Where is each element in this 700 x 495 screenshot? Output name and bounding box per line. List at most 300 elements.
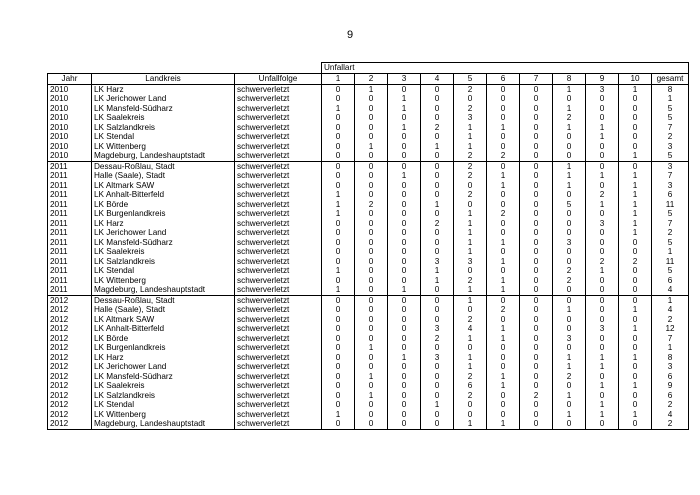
- table-cell: 2011: [48, 171, 92, 181]
- table-cell: 0: [355, 238, 388, 248]
- table-cell: 0: [454, 343, 487, 353]
- table-cell: 2011: [48, 228, 92, 238]
- table-row: [48, 151, 689, 161]
- column-header: 3: [388, 73, 421, 84]
- table-cell: 0: [553, 285, 586, 295]
- table-cell: schwerverletzt: [235, 276, 322, 286]
- table-cell: 0: [520, 372, 553, 382]
- table-cell: 0: [322, 295, 355, 305]
- table-cell: 3: [586, 324, 619, 334]
- table-cell: 0: [454, 200, 487, 210]
- table-cell: 2: [454, 276, 487, 286]
- table-cell: 0: [553, 419, 586, 429]
- table-cell: 1: [454, 353, 487, 363]
- table-cell: 0: [520, 276, 553, 286]
- table-cell: LK Saalekreis: [92, 247, 235, 257]
- table-cell: 0: [520, 200, 553, 210]
- table-cell: 0: [619, 295, 652, 305]
- table-cell: 0: [388, 343, 421, 353]
- table-row: [48, 324, 689, 334]
- table-cell: 0: [421, 181, 454, 191]
- table-row: [48, 362, 689, 372]
- table-cell: 1: [454, 285, 487, 295]
- table-cell: 6: [454, 381, 487, 391]
- column-header: 4: [421, 73, 454, 84]
- table-cell: 1: [388, 104, 421, 114]
- table-cell: schwerverletzt: [235, 151, 322, 161]
- table-cell: 0: [487, 113, 520, 123]
- table-cell: schwerverletzt: [235, 372, 322, 382]
- table-cell: 0: [322, 151, 355, 161]
- table-cell: 2: [652, 315, 689, 325]
- table-cell: 0: [586, 209, 619, 219]
- table-cell: 0: [619, 419, 652, 429]
- table-cell: 7: [652, 334, 689, 344]
- table-row: [48, 209, 689, 219]
- table-cell: 0: [421, 247, 454, 257]
- table-cell: 0: [520, 219, 553, 229]
- table-cell: 0: [388, 419, 421, 429]
- table-cell: 6: [652, 190, 689, 200]
- table-cell: schwerverletzt: [235, 94, 322, 104]
- table-cell: 2010: [48, 94, 92, 104]
- table-cell: 1: [619, 151, 652, 161]
- table-cell: 2012: [48, 353, 92, 363]
- table-cell: LK Jerichower Land: [92, 362, 235, 372]
- table-cell: 2012: [48, 334, 92, 344]
- table-cell: 2: [454, 315, 487, 325]
- table-cell: 2012: [48, 381, 92, 391]
- table-cell: 0: [454, 410, 487, 420]
- table-cell: 2012: [48, 295, 92, 305]
- table-cell: 0: [586, 238, 619, 248]
- table-cell: 1: [454, 238, 487, 248]
- table-cell: 0: [355, 381, 388, 391]
- table-cell: schwerverletzt: [235, 123, 322, 133]
- table-cell: schwerverletzt: [235, 104, 322, 114]
- table-cell: Halle (Saale), Stadt: [92, 305, 235, 315]
- table-cell: 1: [388, 285, 421, 295]
- table-cell: 1: [586, 410, 619, 420]
- table-cell: 0: [454, 305, 487, 315]
- table-cell: 2: [454, 190, 487, 200]
- table-cell: 2011: [48, 200, 92, 210]
- table-cell: Magdeburg, Landeshauptstadt: [92, 151, 235, 161]
- table-cell: 0: [487, 391, 520, 401]
- table-cell: 2012: [48, 324, 92, 334]
- table-row: [48, 334, 689, 344]
- table-cell: 0: [520, 181, 553, 191]
- table-cell: 11: [652, 200, 689, 210]
- table-cell: 1: [421, 200, 454, 210]
- table-cell: 0: [388, 400, 421, 410]
- table-cell: 0: [322, 257, 355, 267]
- table-cell: Magdeburg, Landeshauptstadt: [92, 285, 235, 295]
- table-cell: 2010: [48, 84, 92, 94]
- table-cell: 3: [421, 324, 454, 334]
- table-cell: 1: [454, 132, 487, 142]
- table-cell: schwerverletzt: [235, 334, 322, 344]
- table-cell: 0: [520, 151, 553, 161]
- table-row: [48, 400, 689, 410]
- table-cell: 0: [520, 305, 553, 315]
- table-cell: 1: [586, 123, 619, 133]
- table-cell: schwerverletzt: [235, 181, 322, 191]
- table-cell: 8: [652, 353, 689, 363]
- table-cell: 0: [487, 295, 520, 305]
- table-row: [48, 295, 689, 305]
- table-cell: 2011: [48, 266, 92, 276]
- table-cell: 2011: [48, 209, 92, 219]
- table-row: [48, 305, 689, 315]
- table-cell: 0: [421, 362, 454, 372]
- table-cell: 2: [454, 391, 487, 401]
- table-cell: 0: [421, 238, 454, 248]
- table-cell: 0: [322, 372, 355, 382]
- table-cell: 0: [421, 84, 454, 94]
- table-cell: 1: [322, 190, 355, 200]
- table-cell: 7: [652, 171, 689, 181]
- table-cell: 1: [619, 209, 652, 219]
- table-cell: 1: [487, 181, 520, 191]
- table-cell: 3: [652, 362, 689, 372]
- table-cell: 0: [619, 104, 652, 114]
- table-cell: 0: [553, 142, 586, 152]
- table-cell: 0: [454, 181, 487, 191]
- table-cell: 0: [388, 257, 421, 267]
- column-header: 2: [355, 73, 388, 84]
- unfallart-header: Unfallart: [322, 63, 689, 74]
- table-cell: 0: [586, 315, 619, 325]
- table-cell: LK Stendal: [92, 400, 235, 410]
- table-cell: 0: [421, 132, 454, 142]
- table-cell: LK Harz: [92, 219, 235, 229]
- table-cell: 0: [520, 132, 553, 142]
- table-cell: 0: [487, 161, 520, 171]
- table-cell: 1: [454, 123, 487, 133]
- table-cell: 0: [619, 247, 652, 257]
- table-cell: LK Burgenlandkreis: [92, 209, 235, 219]
- table-cell: 0: [421, 104, 454, 114]
- table-cell: 0: [586, 181, 619, 191]
- table-cell: 0: [586, 295, 619, 305]
- table-cell: 2010: [48, 104, 92, 114]
- table-cell: 0: [520, 257, 553, 267]
- table-cell: schwerverletzt: [235, 171, 322, 181]
- table-cell: 0: [586, 305, 619, 315]
- table-cell: 1: [487, 285, 520, 295]
- table-cell: 0: [355, 266, 388, 276]
- table-cell: 6: [652, 391, 689, 401]
- table-cell: 0: [388, 305, 421, 315]
- table-cell: 2: [553, 113, 586, 123]
- table-cell: 1: [652, 94, 689, 104]
- table-row: [48, 132, 689, 142]
- page-number: 9: [346, 29, 354, 41]
- table-cell: 0: [553, 343, 586, 353]
- table-cell: 0: [322, 391, 355, 401]
- table-cell: 4: [652, 410, 689, 420]
- table-cell: 1: [421, 142, 454, 152]
- table-cell: 0: [388, 151, 421, 161]
- column-header: 6: [487, 73, 520, 84]
- table-cell: 0: [355, 104, 388, 114]
- table-cell: 0: [619, 276, 652, 286]
- table-cell: 2: [454, 171, 487, 181]
- table-cell: 2: [619, 257, 652, 267]
- table-cell: 0: [388, 84, 421, 94]
- table-cell: 0: [520, 400, 553, 410]
- table-cell: 4: [652, 305, 689, 315]
- table-cell: 1: [454, 228, 487, 238]
- table-cell: 2: [454, 151, 487, 161]
- table-cell: 1: [487, 238, 520, 248]
- table-cell: 0: [487, 94, 520, 104]
- table-row: [48, 142, 689, 152]
- table-row: [48, 200, 689, 210]
- table-cell: 0: [487, 362, 520, 372]
- table-cell: 2: [454, 372, 487, 382]
- table-cell: 1: [553, 123, 586, 133]
- table-cell: 0: [388, 276, 421, 286]
- table-cell: 0: [322, 343, 355, 353]
- table-cell: 0: [355, 151, 388, 161]
- table-cell: 1: [619, 200, 652, 210]
- table-cell: schwerverletzt: [235, 113, 322, 123]
- table-cell: 0: [355, 181, 388, 191]
- table-cell: schwerverletzt: [235, 219, 322, 229]
- table-cell: 0: [454, 400, 487, 410]
- table-cell: schwerverletzt: [235, 228, 322, 238]
- table-cell: 2012: [48, 419, 92, 429]
- table-cell: 0: [619, 123, 652, 133]
- table-cell: LK Harz: [92, 353, 235, 363]
- table-cell: 0: [520, 228, 553, 238]
- table-row: [48, 257, 689, 267]
- table-cell: 0: [355, 94, 388, 104]
- table-cell: schwerverletzt: [235, 257, 322, 267]
- table-cell: 0: [355, 353, 388, 363]
- table-row: [48, 113, 689, 123]
- table-cell: 1: [454, 334, 487, 344]
- table-cell: 0: [487, 410, 520, 420]
- table-cell: 0: [388, 247, 421, 257]
- table-cell: 2: [553, 266, 586, 276]
- table-row: [48, 94, 689, 104]
- table-cell: 0: [619, 372, 652, 382]
- table-cell: 0: [421, 419, 454, 429]
- table-cell: 1: [553, 171, 586, 181]
- table-cell: LK Börde: [92, 334, 235, 344]
- table-cell: 1: [454, 419, 487, 429]
- table-cell: 5: [652, 209, 689, 219]
- table-cell: 0: [586, 247, 619, 257]
- table-cell: 1: [487, 257, 520, 267]
- table-cell: 0: [355, 190, 388, 200]
- table-cell: 1: [619, 84, 652, 94]
- table-cell: 1: [454, 247, 487, 257]
- table-row: [48, 266, 689, 276]
- table-cell: 1: [355, 372, 388, 382]
- table-cell: 0: [619, 238, 652, 248]
- table-cell: 1: [388, 353, 421, 363]
- table-cell: 0: [520, 190, 553, 200]
- table-cell: 3: [553, 238, 586, 248]
- table-cell: LK Altmark SAW: [92, 315, 235, 325]
- table-cell: LK Saalekreis: [92, 381, 235, 391]
- table-cell: 0: [520, 353, 553, 363]
- table-cell: schwerverletzt: [235, 400, 322, 410]
- table-cell: 0: [553, 247, 586, 257]
- table-cell: 0: [487, 190, 520, 200]
- table-cell: 6: [652, 372, 689, 382]
- table-cell: 0: [553, 228, 586, 238]
- table-row: [48, 161, 689, 171]
- table-cell: 3: [652, 181, 689, 191]
- table-cell: 1: [322, 200, 355, 210]
- table-cell: 3: [421, 353, 454, 363]
- table-cell: 1: [586, 132, 619, 142]
- table-cell: 0: [421, 171, 454, 181]
- table-cell: LK Wittenberg: [92, 410, 235, 420]
- table-cell: 1: [388, 123, 421, 133]
- table-row: [48, 372, 689, 382]
- table-cell: 4: [652, 285, 689, 295]
- table-cell: 0: [553, 400, 586, 410]
- table-cell: LK Salzlandkreis: [92, 257, 235, 267]
- table-cell: 1: [586, 381, 619, 391]
- table-cell: 0: [388, 410, 421, 420]
- table-cell: 0: [520, 315, 553, 325]
- table-cell: 1: [652, 343, 689, 353]
- table-row: [48, 276, 689, 286]
- table-cell: schwerverletzt: [235, 132, 322, 142]
- table-cell: 0: [586, 113, 619, 123]
- table-cell: 1: [586, 200, 619, 210]
- table-cell: schwerverletzt: [235, 419, 322, 429]
- table-cell: 1: [421, 266, 454, 276]
- table-cell: 1: [586, 266, 619, 276]
- table-cell: 1: [454, 209, 487, 219]
- table-cell: 5: [652, 104, 689, 114]
- table-cell: 0: [322, 181, 355, 191]
- table-cell: 1: [487, 372, 520, 382]
- table-cell: 2012: [48, 400, 92, 410]
- table-cell: 0: [421, 285, 454, 295]
- table-cell: 0: [487, 142, 520, 152]
- table-cell: 1: [619, 305, 652, 315]
- table-cell: 0: [619, 266, 652, 276]
- table-cell: LK Mansfeld-Südharz: [92, 238, 235, 248]
- table-cell: 0: [619, 343, 652, 353]
- table-cell: 0: [487, 132, 520, 142]
- table-cell: 2011: [48, 181, 92, 191]
- table-cell: LK Harz: [92, 84, 235, 94]
- table-row: [48, 353, 689, 363]
- table-cell: 0: [355, 295, 388, 305]
- table-cell: 0: [619, 142, 652, 152]
- table-cell: 2012: [48, 343, 92, 353]
- table-row: [48, 238, 689, 248]
- table-cell: 0: [520, 247, 553, 257]
- table-cell: 0: [586, 372, 619, 382]
- column-header: Jahr: [48, 73, 92, 84]
- table-cell: 0: [520, 104, 553, 114]
- table-cell: schwerverletzt: [235, 324, 322, 334]
- table-cell: 2: [586, 190, 619, 200]
- table-cell: 0: [355, 247, 388, 257]
- table-cell: schwerverletzt: [235, 295, 322, 305]
- table-cell: 0: [322, 381, 355, 391]
- table-cell: 0: [421, 372, 454, 382]
- table-cell: 0: [388, 266, 421, 276]
- table-cell: 1: [619, 381, 652, 391]
- table-cell: 1: [652, 295, 689, 305]
- table-cell: 0: [355, 324, 388, 334]
- table-cell: 2: [421, 334, 454, 344]
- table-cell: 0: [487, 104, 520, 114]
- table-cell: 1: [454, 219, 487, 229]
- table-cell: 0: [586, 391, 619, 401]
- table-cell: 3: [586, 219, 619, 229]
- table-cell: 0: [322, 94, 355, 104]
- table-cell: 2011: [48, 219, 92, 229]
- table-cell: 4: [454, 324, 487, 334]
- table-cell: 0: [520, 334, 553, 344]
- column-header: Landkreis: [92, 73, 235, 84]
- table-cell: 0: [421, 113, 454, 123]
- table-cell: 0: [520, 324, 553, 334]
- table-cell: 1: [487, 334, 520, 344]
- table-cell: schwerverletzt: [235, 247, 322, 257]
- column-header: 9: [586, 73, 619, 84]
- table-cell: 0: [487, 84, 520, 94]
- table-cell: 0: [586, 151, 619, 161]
- table-cell: 2012: [48, 305, 92, 315]
- table-cell: 0: [322, 219, 355, 229]
- table-cell: 2011: [48, 247, 92, 257]
- table-cell: 2011: [48, 238, 92, 248]
- table-cell: 1: [322, 285, 355, 295]
- table-cell: 5: [652, 113, 689, 123]
- table-cell: 1: [586, 362, 619, 372]
- table-cell: 1: [553, 353, 586, 363]
- table-cell: 2010: [48, 142, 92, 152]
- table-cell: 11: [652, 257, 689, 267]
- table-cell: 0: [388, 200, 421, 210]
- table-cell: 0: [454, 94, 487, 104]
- table-cell: LK Salzlandkreis: [92, 391, 235, 401]
- table-cell: 3: [454, 113, 487, 123]
- table-cell: 0: [619, 334, 652, 344]
- table-cell: 0: [487, 315, 520, 325]
- table-cell: 0: [322, 161, 355, 171]
- table-cell: 1: [487, 381, 520, 391]
- table-row: [48, 190, 689, 200]
- table-cell: 0: [553, 190, 586, 200]
- table-cell: 0: [355, 123, 388, 133]
- table-cell: 0: [520, 171, 553, 181]
- table-cell: 0: [487, 228, 520, 238]
- table-cell: 2010: [48, 123, 92, 133]
- table-cell: 0: [421, 315, 454, 325]
- table-cell: 0: [355, 113, 388, 123]
- table-cell: 0: [388, 334, 421, 344]
- table-cell: 1: [355, 343, 388, 353]
- table-cell: 2010: [48, 113, 92, 123]
- table-cell: 0: [388, 161, 421, 171]
- table-cell: 2: [487, 305, 520, 315]
